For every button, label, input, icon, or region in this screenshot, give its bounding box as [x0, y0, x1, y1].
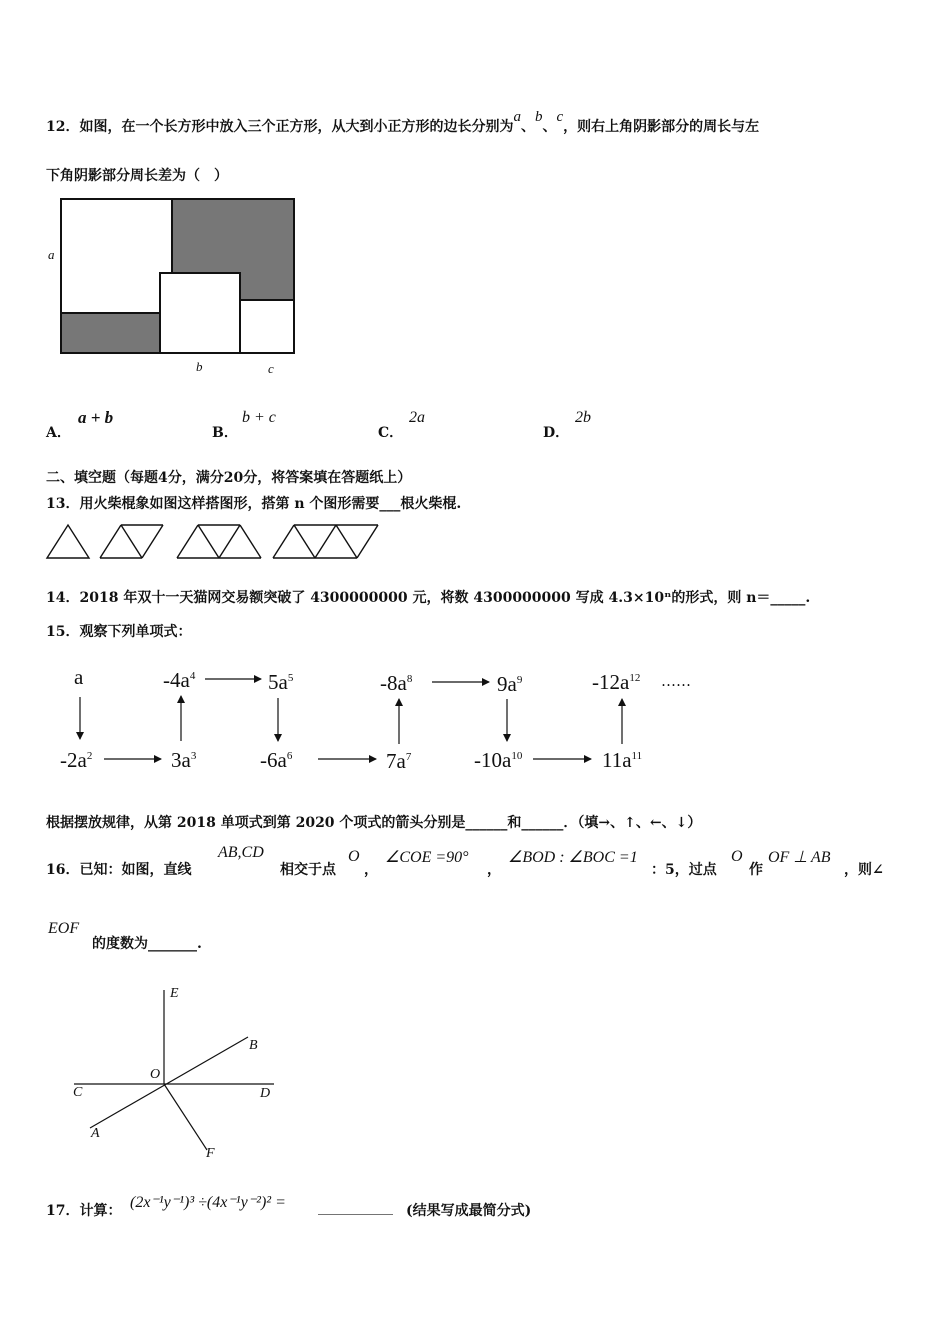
line-ab [90, 1037, 248, 1128]
q14-text: 14．2018 年双十一天猫网交易额突破了 4300000000 元，将数 4300000000 写成 4.3×10ⁿ的形式，则 n＝_____. [46, 590, 811, 606]
q16-angle-eof: EOF [48, 920, 80, 937]
fig12-label-c: c [268, 361, 274, 376]
q15-term-7: $7a^7$ [386, 749, 412, 773]
q16-mid3: 作 [749, 862, 763, 878]
q16-perpendicular: OF ⊥ AB [768, 849, 831, 866]
q16-tail: ，则∠ [844, 862, 884, 878]
q16-point-o: O [348, 848, 360, 865]
q12-var-c: c [556, 109, 564, 125]
label-a: A [91, 1126, 100, 1141]
q15-term-6: $-6a^6$ [260, 748, 293, 772]
q16-angle-coe: ∠COE =90° [385, 849, 469, 866]
q16-mid1: 相交于点 [280, 862, 336, 878]
q12-var-b: b [534, 109, 543, 125]
q15-term-2: $-2a^2$ [60, 748, 93, 772]
q15-title: 15．观察下列单项式： [46, 624, 192, 640]
label-c: C [73, 1085, 83, 1100]
q15-term-11: $11a^{11}$ [602, 748, 643, 772]
q12-line2: 下角阴影部分周长差为（ ） [46, 168, 228, 184]
option-c-value: 2a [409, 409, 425, 426]
q15-term-12: $-12a^{12}$ [592, 670, 641, 694]
q17-blank: __________ [318, 1197, 393, 1215]
q16-point-o-2: O [731, 848, 743, 865]
label-e: E [170, 986, 179, 1001]
option-c-label: C． [378, 425, 404, 441]
q16-line2: 的度数为_______. [92, 936, 202, 952]
fig12-label-a: a [48, 247, 55, 262]
label-o: O [150, 1067, 161, 1082]
label-d: D [260, 1086, 271, 1101]
label-b: B [249, 1038, 258, 1053]
option-d-value: 2b [575, 409, 591, 426]
option-b-label: B． [212, 425, 238, 441]
section2-heading: 二、填空题（每题4分，满分20分，将答案填在答题纸上） [46, 470, 412, 486]
option-a-label: A． [46, 425, 71, 441]
q12-line1: 12．如图，在一个长方形中放入三个正方形，从大到小正方形的边长分别为a、b、c，则右上角阴影部分的周长与左 [46, 109, 760, 135]
q15-question: 根据摆放规律，从第 2018 单项式到第 2020 个项式的箭头分别是______和______．（填→、↑、←、↓） [46, 815, 702, 831]
q15-term-4: $-4a^4$ [163, 668, 196, 692]
q12-var-a: a [513, 109, 521, 125]
option-b-value: b + c [242, 409, 276, 426]
q16-comma2: ， [487, 862, 501, 878]
q16-angle-ratio: ∠BOD : ∠BOC =1 [508, 849, 638, 866]
q16-mid2: ：5，过点 [651, 862, 717, 878]
option-d-label: D． [543, 425, 570, 441]
q16-comma1: ， [364, 862, 378, 878]
option-a-value: a + b [78, 408, 114, 427]
ray-of [164, 1084, 207, 1150]
q16-pre: 16．已知：如图，直线 [46, 862, 192, 878]
fig12-label-b: b [196, 359, 203, 374]
q16-lines-ab-cd: AB,CD [218, 844, 264, 861]
q15-term-5: $5a^5$ [268, 670, 294, 694]
q17-pre: 17．计算： [46, 1203, 122, 1219]
q15-term-8: $-8a^8$ [380, 671, 413, 695]
label-f: F [206, 1146, 215, 1161]
q15-term-3: $3a^3$ [171, 748, 197, 772]
q17-expression: (2x⁻¹y⁻¹)³ ÷(4x⁻¹y⁻²)² = [130, 1194, 286, 1211]
q15-ellipsis: …… [661, 672, 691, 690]
q13-text: 13．用火柴棍象如图这样搭图形，搭第 n 个图形需要___根火柴棍. [46, 496, 462, 512]
q15-term-9: $9a^9$ [497, 672, 523, 696]
q17-tail: (结果写成最简分式) [406, 1203, 532, 1219]
q15-term-1: a [74, 665, 84, 689]
q15-term-10: $-10a^{10}$ [474, 748, 523, 772]
